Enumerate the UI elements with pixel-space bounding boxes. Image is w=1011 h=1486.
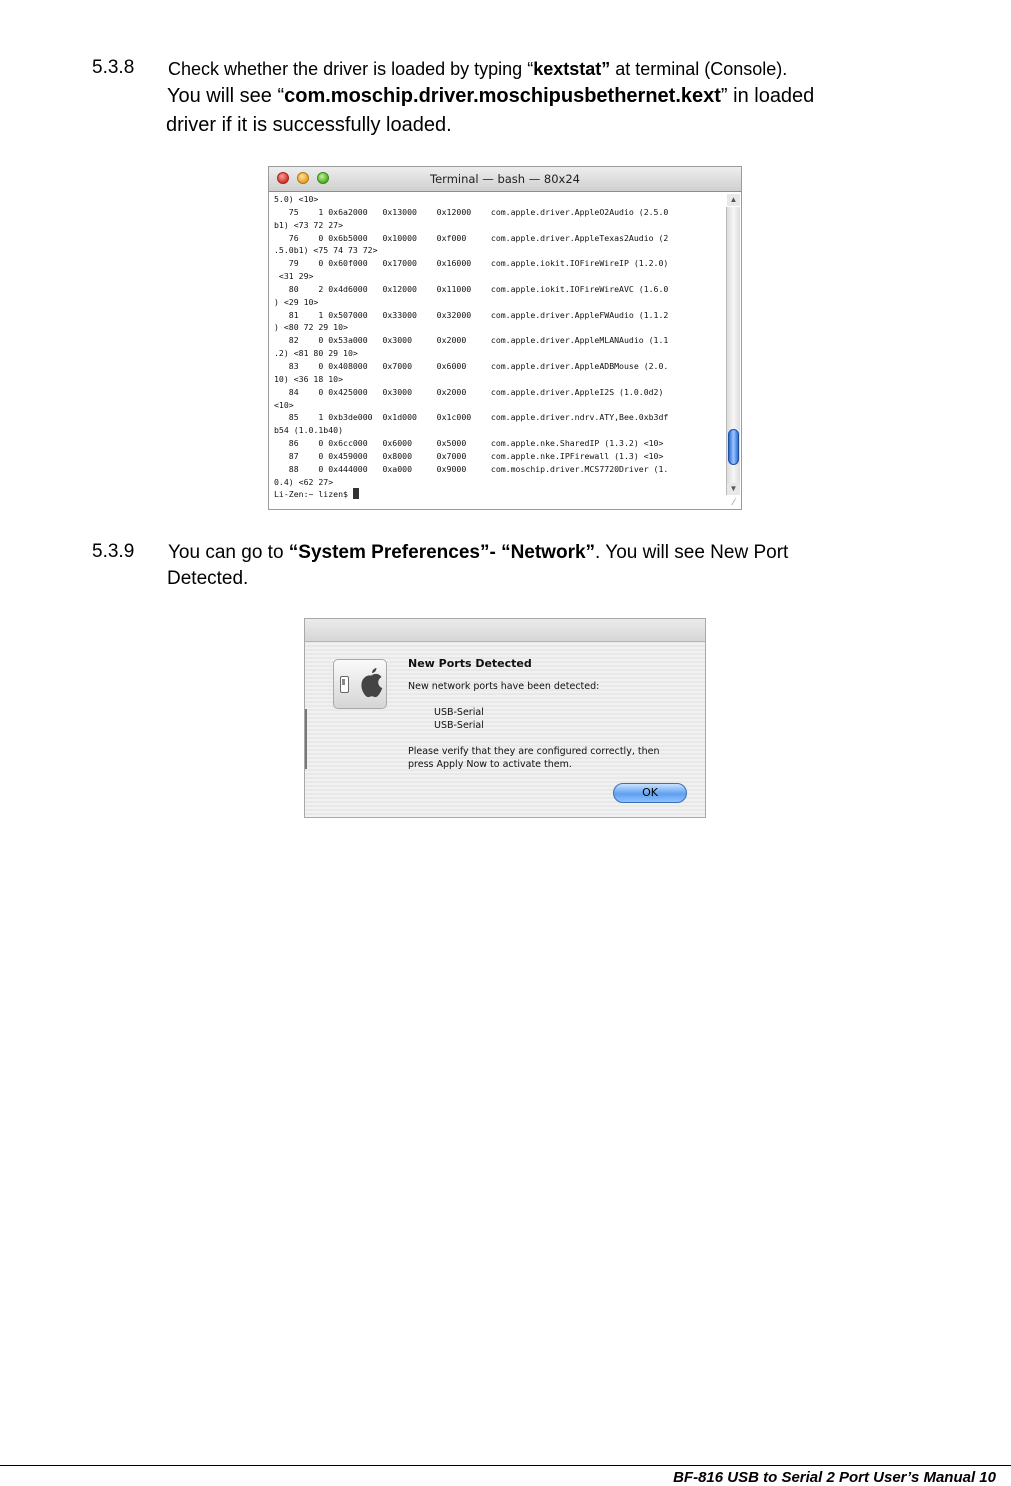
terminal-line: 84 0 0x425000 0x3000 0x2000 com.apple.driver.AppleI2S (1.0.0d2) <box>274 386 664 397</box>
dialog-instruction-line-2: press Apply Now to activate them. <box>408 759 572 770</box>
terminal-line: 85 1 0xb3de000 0x1d000 0x1c000 com.apple.driver.ndrv.ATY,Bee.0xb3df <box>274 412 669 423</box>
terminal-line: 80 2 0x4d6000 0x12000 0x11000 com.apple.iokit.IOFireWireAVC (1.6.0 <box>274 283 669 294</box>
resize-grip-icon[interactable]: ⁄ <box>733 497 735 507</box>
terminal-prompt-line <box>274 488 723 501</box>
text-run: at terminal (Console). <box>610 59 788 79</box>
terminal-line: 5.0) <10> <box>274 194 319 204</box>
dialog-title: New Ports Detected <box>408 657 532 670</box>
terminal-line: b54 (1.0.1b40) <box>274 425 344 436</box>
terminal-line: <31 29> <box>274 271 314 282</box>
section-5-3-9-line-2: Detected. <box>167 568 249 589</box>
terminal-line: ) <80 72 29 10> <box>274 322 348 333</box>
terminal-output[interactable] <box>274 193 723 507</box>
footer-rule <box>0 1465 1011 1466</box>
terminal-line: 83 0 0x408000 0x7000 0x6000 com.apple.driver.AppleADBMouse (2.0. <box>274 360 669 371</box>
scrollbar-thumb[interactable] <box>728 429 739 465</box>
terminal-line: 82 0 0x53a000 0x3000 0x2000 com.apple.driver.AppleMLANAudio (1.1 <box>274 335 669 346</box>
window-edge <box>304 709 307 769</box>
section-5-3-9-line-1 <box>168 542 788 564</box>
terminal-line: 79 0 0x60f000 0x17000 0x16000 com.apple.iokit.IOFireWireIP (1.2.0) <box>274 258 669 269</box>
system-preferences-icon <box>333 659 387 709</box>
section-number-5-3-8: 5.3.8 <box>92 57 135 78</box>
dialog-instruction-line-1: Please verify that they are configured correctly, then <box>408 746 660 757</box>
light-switch-icon <box>340 676 349 693</box>
new-ports-dialog <box>304 618 706 818</box>
command-name: kextstat” <box>533 59 611 79</box>
ok-button[interactable]: OK <box>613 783 687 803</box>
text-run: You can go to <box>168 542 289 563</box>
text-run: You will see “ <box>167 85 285 107</box>
terminal-title: Terminal — bash — 80x24 <box>430 172 580 186</box>
text-run: . You will see New Port <box>595 542 789 563</box>
terminal-line: .2) <81 80 29 10> <box>274 348 358 359</box>
text-run: Check whether the driver is loaded by typing “ <box>168 59 534 79</box>
terminal-line: 86 0 0x6cc000 0x6000 0x5000 com.apple.nke.SharedIP (1.3.2) <10> <box>274 438 664 449</box>
port-item: USB-Serial <box>434 720 484 731</box>
terminal-line: 76 0 0x6b5000 0x10000 0xf000 com.apple.driver.AppleTexas2Audio (2 <box>274 232 669 243</box>
dialog-message: New network ports have been detected: <box>408 681 600 692</box>
terminal-line: 0.4) <62 27> <box>274 476 334 487</box>
menu-path: “System Preferences”- “Network” <box>288 542 596 563</box>
dialog-sheet-top <box>305 619 705 642</box>
terminal-line: 10) <36 18 10> <box>274 373 344 384</box>
terminal-window <box>268 166 742 510</box>
terminal-line: 88 0 0x444000 0xa000 0x9000 com.moschip.driver.MCS7720Driver (1. <box>274 463 669 474</box>
terminal-line: <10> <box>274 399 294 410</box>
terminal-line: b1) <73 72 27> <box>274 219 344 230</box>
shell-prompt: Li-Zen:~ lizen$ <box>274 489 353 500</box>
section-5-3-8-line-1 <box>168 59 787 80</box>
terminal-line: 81 1 0x507000 0x33000 0x32000 com.apple.driver.AppleFWAudio (1.1.2 <box>274 309 669 320</box>
apple-logo-icon <box>356 666 386 702</box>
kext-name: com.moschip.driver.moschipusbethernet.kext <box>284 85 721 107</box>
section-number-5-3-9: 5.3.9 <box>92 541 135 562</box>
section-5-3-8-line-2 <box>167 85 814 108</box>
terminal-line: .5.0b1) <75 74 73 72> <box>274 245 378 256</box>
terminal-titlebar[interactable] <box>269 167 741 192</box>
port-item: USB-Serial <box>434 707 484 718</box>
terminal-line: 75 1 0x6a2000 0x13000 0x12000 com.apple.driver.AppleO2Audio (2.5.0 <box>274 206 669 217</box>
terminal-line: ) <29 10> <box>274 296 319 307</box>
page-footer: BF-816 USB to Serial 2 Port User’s Manual 10 <box>673 1469 996 1486</box>
scroll-down-arrow-icon[interactable]: ▼ <box>727 483 740 495</box>
text-run: ” in loaded <box>720 85 815 107</box>
section-5-3-8-line-3: driver if it is successfully loaded. <box>166 114 452 136</box>
text-cursor <box>353 488 359 499</box>
scroll-up-arrow-icon[interactable]: ▲ <box>727 194 740 206</box>
terminal-line: 87 0 0x459000 0x8000 0x7000 com.apple.nke.IPFirewall (1.3) <10> <box>274 450 664 461</box>
